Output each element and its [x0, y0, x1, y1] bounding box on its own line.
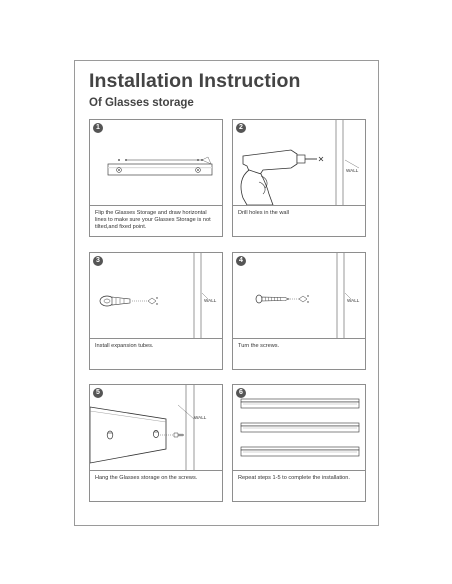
wall-label: WALL — [347, 298, 360, 303]
step-1-number: 1 — [93, 123, 103, 133]
expansion-tube-illustration — [90, 253, 223, 338]
panel-divider — [233, 205, 366, 206]
step-2-number: 2 — [236, 123, 246, 133]
step-1-panel — [89, 119, 223, 237]
step-3-number: 3 — [93, 256, 103, 266]
hang-storage-illustration — [90, 385, 223, 470]
step-2-caption: Drill holes in the wall — [238, 210, 289, 216]
wall-label: WALL — [346, 168, 359, 173]
flip-storage-illustration — [90, 120, 223, 205]
step-4-number: 4 — [236, 256, 246, 266]
panel-divider — [90, 338, 223, 339]
panel-divider — [233, 470, 366, 471]
panel-divider — [90, 470, 223, 471]
step-3-panel — [89, 252, 223, 370]
wall-label: WALL — [204, 298, 217, 303]
step-6-caption: Repeat steps 1-5 to complete the installation. — [238, 475, 350, 481]
instruction-sheet — [74, 60, 379, 526]
shelf-top — [241, 399, 359, 408]
step-1-caption: Flip the Glasses Storage and draw horizontal lines to make sure your Glasses Storage is not tilted,and fixed point. — [95, 210, 211, 230]
step-6-panel — [232, 384, 366, 502]
step-2-panel — [232, 119, 366, 237]
panel-divider — [233, 338, 366, 339]
wall-label: WALL — [194, 415, 207, 420]
step-3-caption: Install expansion tubes. — [95, 343, 154, 349]
step-5-caption: Hang the Glasses storage on the screws. — [95, 475, 198, 481]
page-subtitle: Of Glasses storage — [89, 97, 194, 109]
step-5-number: 5 — [93, 388, 103, 398]
screw-illustration — [233, 253, 366, 338]
panel-divider — [90, 205, 223, 206]
step-6-number: 6 — [236, 388, 246, 398]
drill-illustration — [233, 120, 366, 205]
step-4-panel — [232, 252, 366, 370]
step-5-panel — [89, 384, 223, 502]
shelf-middle — [241, 423, 359, 432]
repeat-shelves-illustration — [233, 385, 366, 470]
step-4-caption: Turn the screws. — [238, 343, 280, 349]
page-title: Installation Instruction — [89, 70, 301, 92]
shelf-bottom — [241, 447, 359, 456]
